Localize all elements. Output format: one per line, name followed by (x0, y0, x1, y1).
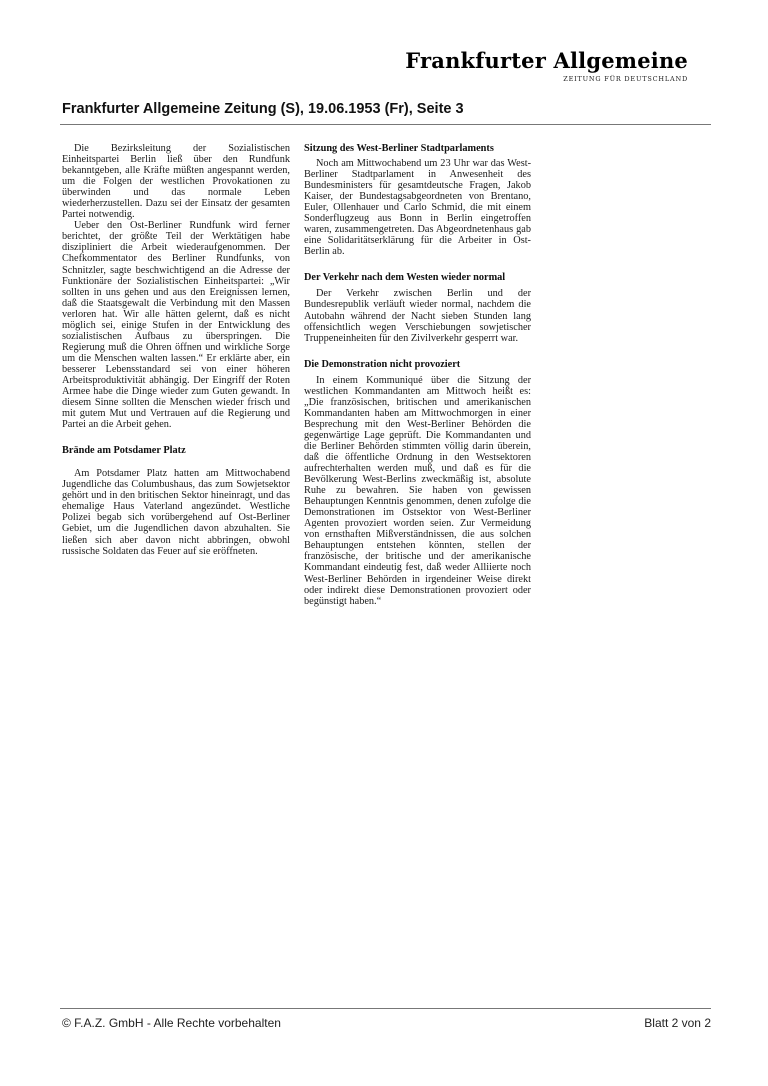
article-column-left (62, 143, 290, 557)
section-heading-potsdamer-platz: Brände am Potsdamer Platz (62, 445, 186, 457)
logo-wordmark: Frankfurter Allgemeine (405, 48, 688, 73)
copyright-notice: © F.A.Z. GmbH - Alle Rechte vorbehalten (62, 1016, 281, 1030)
section-heading-verkehr: Der Verkehr nach dem Westen wieder normal (304, 272, 506, 284)
logo-tagline: ZEITUNG FÜR DEUTSCHLAND (563, 75, 688, 83)
article-paragraph: In einem Kommuniqué über die Sitzung der westlichen Kommandanten am Mittwoch heißt es: „Die französischen, britischen und amerikanischen Kommandanten haben am Mittwochmorgen in einer Besprechung mit den West-Berliner Behörden die gegenwärtige Lage geprüft. Die Kommandanten und die Berliner Behörden stimmten völlig darin überein, daß die öffentliche Ordnung in den Westsektoren aufrechterhalten werden muß, und daß es für die Bevölkerung West-Berlins zweckmäßig ist, absolute Ruhe zu bewahren. Sie haben von gewissen Behauptungen Kenntnis genommen, denen zufolge die Demonstrationen im Ostsektor von West-Berliner Agenten provoziert worden seien. Zur Vermeidung von ernsthaften Mißverständnissen, die aus solchen Behauptungen entstehen könnten, stellen der französische, der britische und der amerikanische Kommandant eindeutig fest, daß weder Alliierte noch West-Berliner Behörden in irgendeiner Weise direkt oder indirekt diese Demonstrationen provoziert oder begünstigt haben.“ (304, 374, 531, 607)
article-paragraph: Noch am Mittwochabend um 23 Uhr war das West-Berliner Stadtparlament in Anwesenheit des Bundesministers für gesamtdeutsche Fragen, Jakob Kaiser, der Bundestagsabgeordneten von Brentano, Euler, Ollenhauer und Carlo Schmid, die mit einem Sonderflugzeug aus Bonn in Berlin eingetroffen waren, zusammengetreten. Das Abgeordnetenhaus gab eine Solidaritätserklärung für die Arbeiter in Ost-Berlin ab. (304, 158, 531, 258)
header-divider (60, 124, 711, 125)
article-paragraph: Die Bezirksleitung der Sozialistischen Einheitspartei Berlin ließ über den Rundfunk bekanntgeben, alle Kräfte müßten angespannt werden, um die Folgen der westlichen Provokationen zu überwinden und das normale Leben wiederherzustellen. Dazu sei der Einsatz der gesamten Partei notwendig. (62, 143, 290, 221)
footer-divider (60, 1008, 711, 1009)
article-paragraph: Ueber den Ost-Berliner Rundfunk wird ferner berichtet, der größte Teil der Werktätigen habe diszipliniert die Arbeit wiederaufgenommen. Der Chefkommentator des Berliner Rundfunks, von Schnitzler, sagte beschwichtigend an die Adresse der Funktionäre der Sozialistischen Einheitspartei: „Wir sollten in uns gehen und aus den Ereignissen lernen, daß die Staatsgewalt die Verbindung mit den Massen verloren hat. Wir alle hätten gelernt, daß es nicht möglich sei, einige Stufen in der Entwicklung des sozialistischen Aufbaus zu überspringen. Die Regierung muß die Ohren öffnen und wirkliche Sorge um die Menschen walten lassen.“ Er erklärte aber, ein besserer Lebensstandard sei von einer höheren Arbeitsproduktivität abhängig. Der Eingriff der Roten Armee habe die Dinge wieder zum Guten gewandt. In diesem Sinne sollten die Menschen wieder frisch und mit gutem Mut und Vertrauen auf die Regierung und Partei an die Arbeit gehen. (62, 220, 290, 431)
article-paragraph: Am Potsdamer Platz hatten am Mittwochabend Jugendliche das Columbushaus, das zum Sowjetsektor gehört und in den britischen Sektor hineinragt, und das ehemalige Haus Vaterland angezündet. Westliche Polizei begab sich vorübergehend auf Ost-Berliner Gebiet, um die Jugendlichen davon abzuhalten. Sie ließen sich aber davon nicht abbringen, obwohl russische Soldaten das Feuer auf sie eröffneten. (62, 468, 290, 557)
section-heading-demonstration: Die Demonstration nicht provoziert (304, 358, 461, 370)
article-paragraph: Der Verkehr zwischen Berlin und der Bundesrepublik verläuft wieder normal, nachdem die Autobahn während der Nacht sieben Stunden lang offensichtlich wegen Verschiebungen sowjetischer Truppeneinheiten für den Zivilverkehr gesperrt war. (304, 288, 531, 344)
article-column-right (304, 143, 531, 607)
section-heading-stadtparlament: Sitzung des West-Berliner Stadtparlaments (304, 143, 494, 154)
document-title: Frankfurter Allgemeine Zeitung (S), 19.06.1953 (Fr), Seite 3 (62, 101, 464, 117)
page-indicator: Blatt 2 von 2 (644, 1016, 711, 1030)
faz-logo (405, 50, 688, 83)
